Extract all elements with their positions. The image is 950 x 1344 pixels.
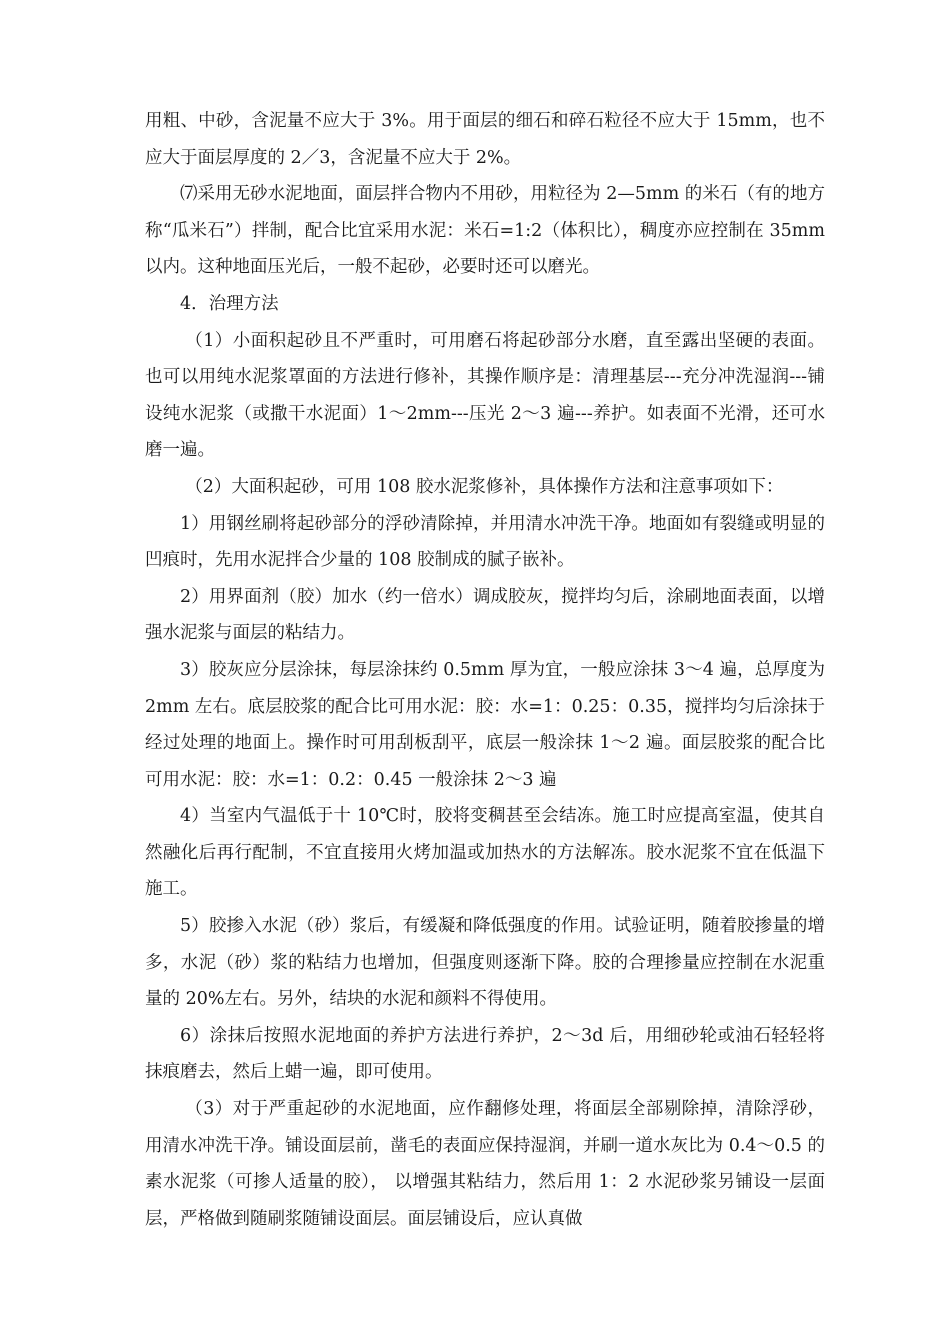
paragraph-sand-requirements: 用粗、中砂，含泥量不应大于 3%。用于面层的细石和碎石粒径不应大于 15mm，也不应大于面层厚度的 2／3，含泥量不应大于 2%。 (145, 111, 825, 168)
paragraph-severe-sanding-repair: （3）对于严重起砂的水泥地面，应作翻修处理，将面层全部剔除掉，清除浮砂，用清水冲洗干净。铺设面层前，凿毛的表面应保持湿润，并刷一道水灰比为 0.4～0.5 的素水泥浆（可掺人适量的胶）， 以增强其粘结力，然后用 1：2 水泥砂浆另铺设一层面层，严格做到随刷浆随铺设面层。面层铺设后，应认真做 (145, 1099, 825, 1229)
list-item-step-6: 6）涂抹后按照水泥地面的养护方法进行养护，2～3d 后，用细砂轮或油石轻轻将抹痕磨去，然后上蜡一遍，即可使用。 (145, 1025, 825, 1083)
list-item-step-4: 4）当室内气温低于十 10℃时，胶将变稠甚至会结冻。施工时应提高室温，使其自然融化后再行配制，不宜直接用火烤加温或加热水的方法解冻。胶水泥浆不宜在低温下施工。 (145, 806, 825, 900)
paragraph-large-area-sanding: （2）大面积起砂，可用 108 胶水泥浆修补，具体操作方法和注意事项如下： (185, 476, 784, 497)
paragraph-small-area-sanding: （1）小面积起砂且不严重时，可用磨石将起砂部分水磨，直至露出坚硬的表面。也可以用纯水泥浆罩面的方法进行修补，其操作顺序是：清理基层---充分冲洗湿润---铺设纯水泥浆（或撒干水泥面）1～2mm---压光 2～3 遍---养护。如表面不光滑，还可水磨一遍。 (145, 330, 825, 461)
paragraph-sandless-cement-floor: ⑺采用无砂水泥地面，面层拌合物内不用砂，用粒径为 2—5mm 的米石（有的地方称“瓜米石”）拌制，配合比宜采用水泥：米石=1:2（体积比），稠度亦应控制在 35mm 以内。这种地面压光后，一般不起砂，必要时还可以磨光。 (145, 184, 825, 278)
list-item-step-2: 2）用界面剂（胶）加水（约一倍水）调成胶灰，搅拌均匀后，涂刷地面表面，以增强水泥浆与面层的粘结力。 (145, 586, 825, 644)
list-item-step-5: 5）胶掺入水泥（砂）浆后，有缓凝和降低强度的作用。试验证明，随着胶掺量的增多，水泥（砂）浆的粘结力也增加，但强度则逐渐下降。胶的合理掺量应控制在水泥重量的 20%左右。另外，结块的水泥和颜料不得使用。 (145, 916, 825, 1010)
section-heading-treatment-method: 4．治理方法 (180, 293, 279, 314)
list-item-step-3: 3）胶灰应分层涂抹，每层涂抹约 0.5mm 厚为宜，一般应涂抹 3～4 遍，总厚度为 2mm 左右。底层胶浆的配合比可用水泥：胶：水=1：0.25：0.35，搅拌均匀后涂抹于经过处理的地面上。操作时可用刮板刮平，底层一般涂抹 1～2 遍。面层胶浆的配合比可用水泥：胶：水=1：0.2：0.45 一般涂抹 2～3 遍 (145, 659, 825, 790)
document-body (145, 103, 825, 1237)
list-item-step-1: 1）用钢丝刷将起砂部分的浮砂清除掉，并用清水冲洗干净。地面如有裂缝或明显的凹痕时，先用水泥拌合少量的 108 胶制成的腻子嵌补。 (145, 513, 825, 571)
